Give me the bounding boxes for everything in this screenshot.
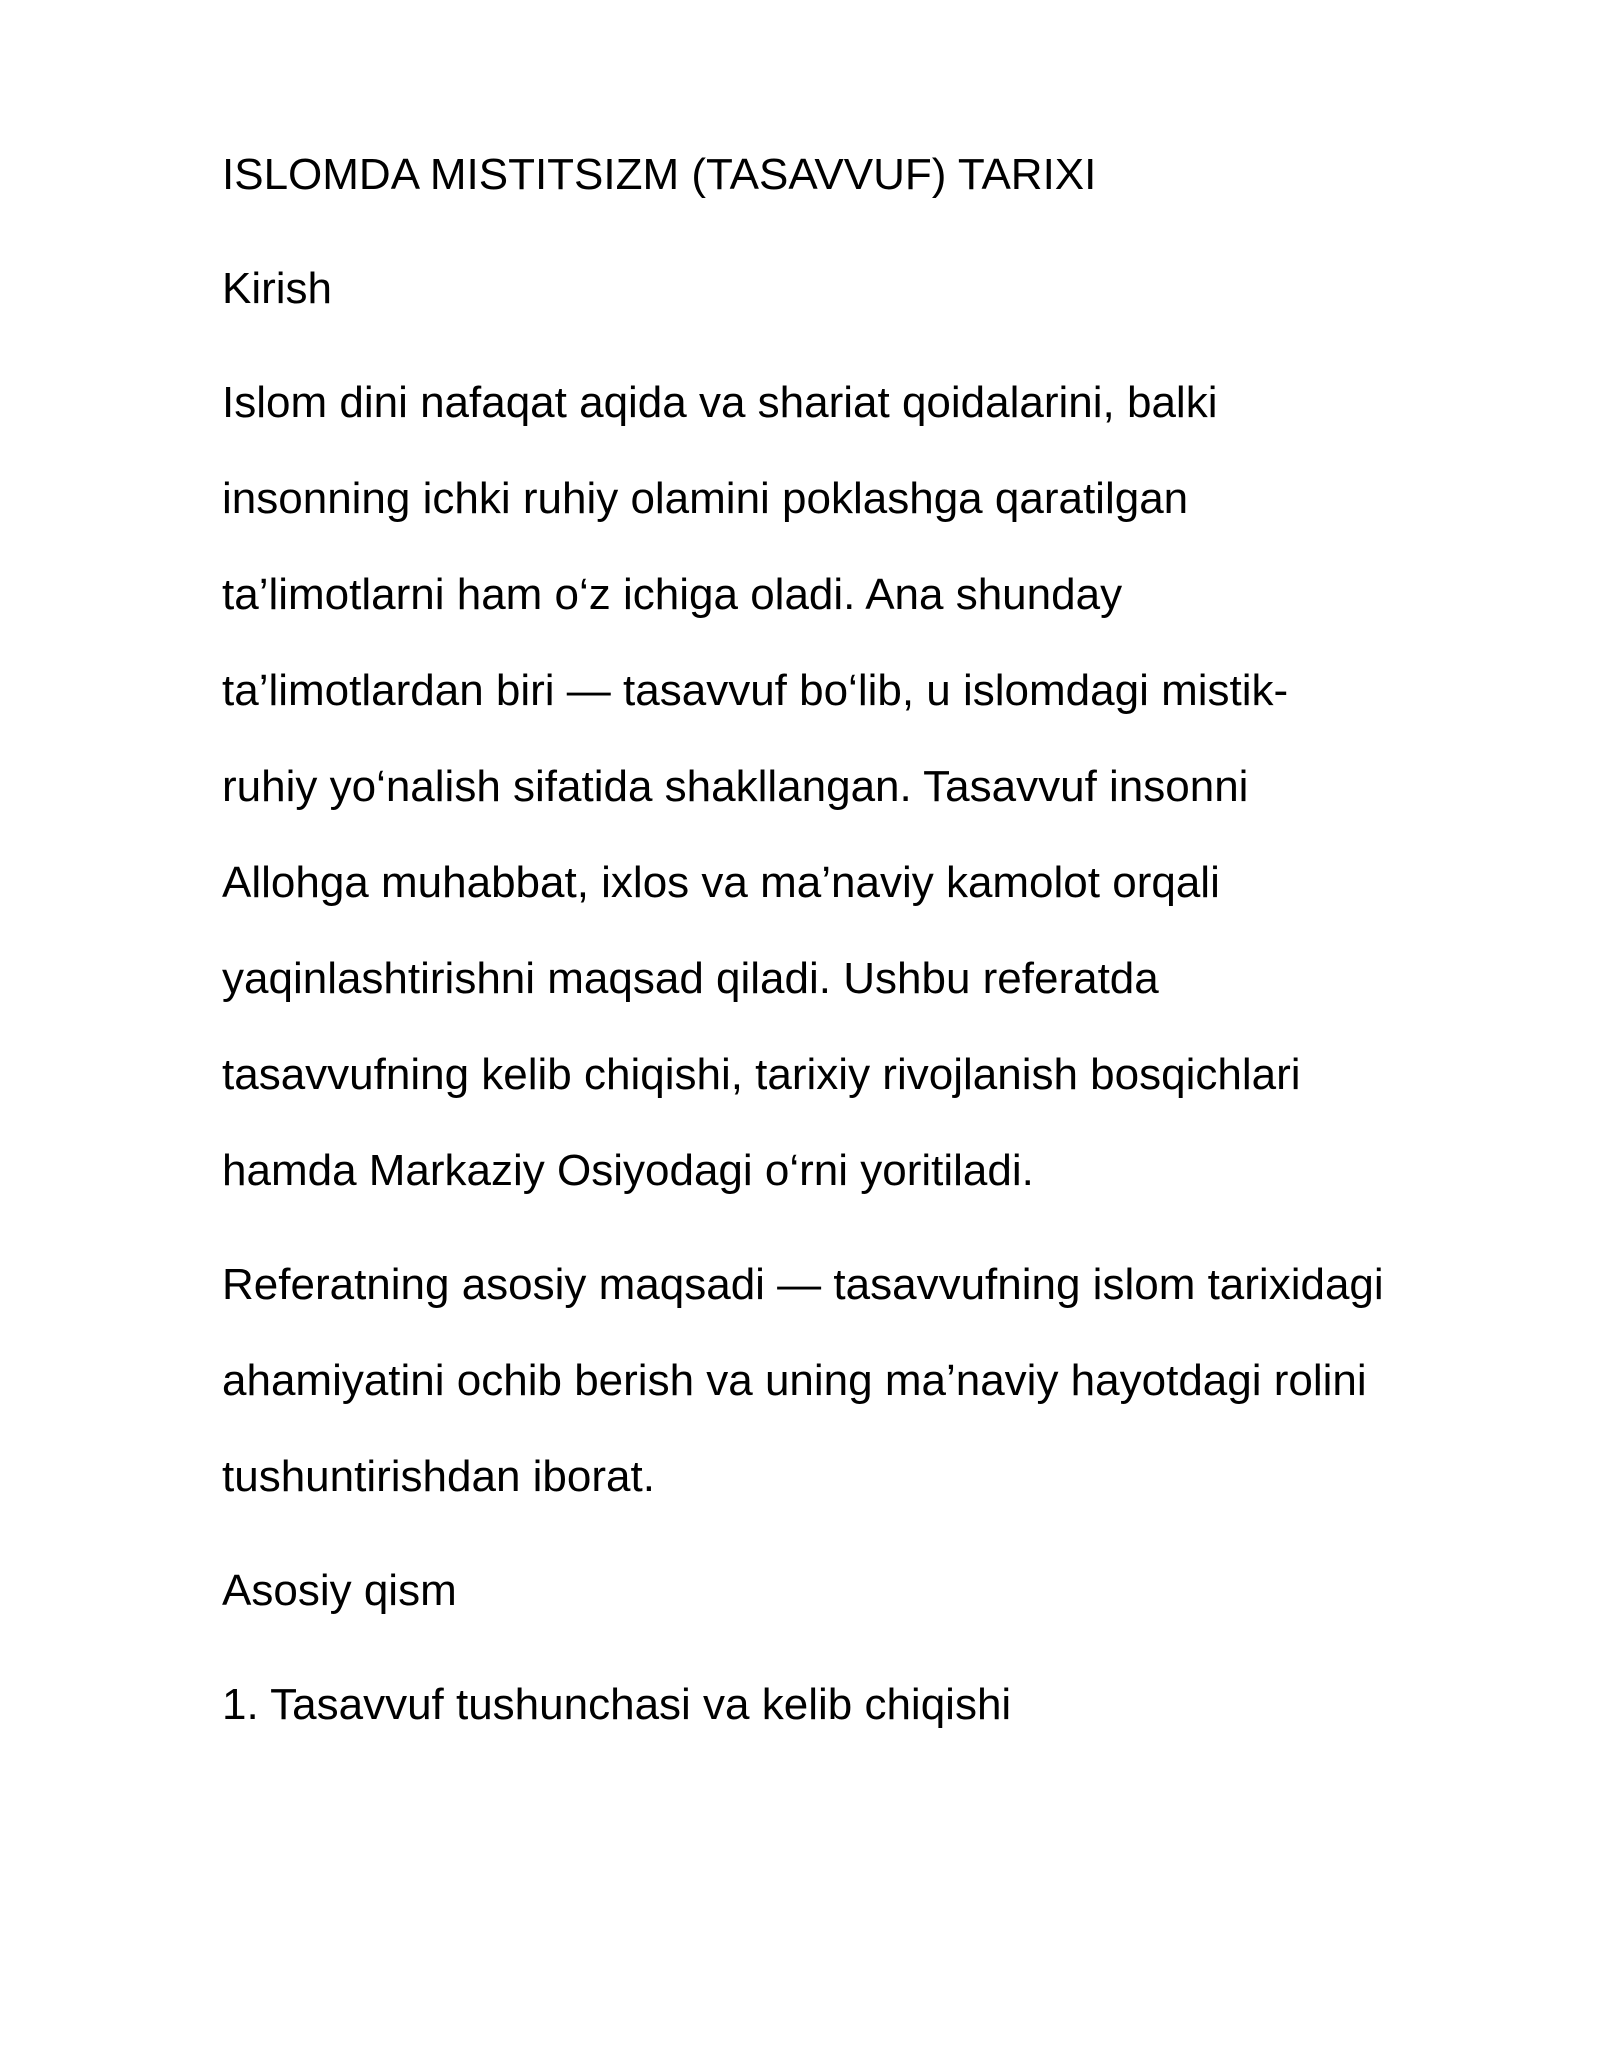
paragraph-line: tasavvufning kelib chiqishi, tarixiy rivojlanish bosqichlari <box>222 1050 1301 1099</box>
paragraph-line: Referatning asosiy maqsadi — tasavvufning islom tarixidagi <box>222 1260 1384 1309</box>
paragraph-line: ta’limotlardan biri — tasavvuf bo‘lib, u islomdagi mistik- <box>222 666 1289 715</box>
paragraph-line: ruhiy yo‘nalish sifatida shakllangan. Tasavvuf insonni <box>222 762 1249 811</box>
document-body <box>222 148 1482 1792</box>
paragraph-line: insonning ichki ruhiy olamini poklashga qaratilgan <box>222 474 1189 523</box>
paragraph-line: ta’limotlarni ham o‘z ichiga oladi. Ana shunday <box>222 570 1123 619</box>
paragraph-line: Allohga muhabbat, ixlos va ma’naviy kamolot orqali <box>222 858 1220 907</box>
paragraph-line: hamda Markaziy Osiyodagi o‘rni yoritiladi. <box>222 1146 1034 1195</box>
purpose-paragraph <box>222 1237 1482 1525</box>
document-title: ISLOMDA MISTITSIZM (TASAVVUF) TARIXI <box>222 150 1097 199</box>
paragraph-line: ahamiyatini ochib berish va uning ma’naviy hayotdagi rolini <box>222 1356 1367 1405</box>
intro-heading: Kirish <box>222 264 333 313</box>
paragraph-line: tushuntirishdan iborat. <box>222 1452 655 1501</box>
section-heading: 1. Tasavvuf tushunchasi va kelib chiqishi <box>222 1680 1012 1729</box>
paragraph-line: yaqinlashtirishni maqsad qiladi. Ushbu referatda <box>222 954 1159 1003</box>
main-heading: Asosiy qism <box>222 1566 457 1615</box>
paragraph-line: Islom dini nafaqat aqida va shariat qoidalarini, balki <box>222 378 1218 427</box>
intro-paragraph <box>222 355 1482 1219</box>
